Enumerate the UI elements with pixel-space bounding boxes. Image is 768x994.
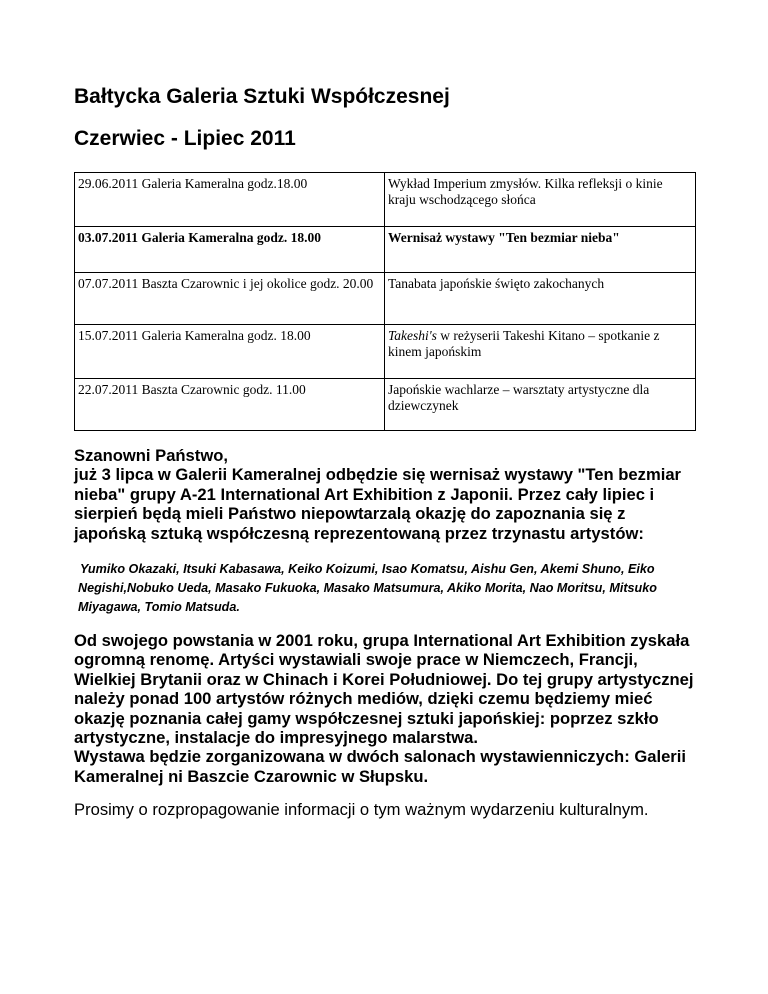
event-description: Wykład Imperium zmysłów. Kilka refleksji o kinie kraju wschodzącego słońca xyxy=(385,173,696,227)
event-date-place: 29.06.2011 Galeria Kameralna godz.18.00 xyxy=(75,173,385,227)
table-row xyxy=(75,273,696,325)
artists-list: Yumiko Okazaki, Itsuki Kabasawa, Keiko Koizumi, Isao Komatsu, Aishu Gen, Akemi Shuno, Eiko Negishi,Nobuko Ueda, Masako Fukuoka, Masako Matsumura, Akiko Morita, Nao Moritsu, Mitsuko Miyagawa, Tomio Matsuda. xyxy=(78,562,657,615)
table-row xyxy=(75,173,696,227)
document-page xyxy=(74,84,696,826)
venue-paragraph: Wystawa będzie zorganizowana w dwóch salonach wystawienniczych: Galerii Kameralnej ni Baszcie Czarownic w Słupsku. xyxy=(74,747,686,786)
intro-section xyxy=(74,446,696,543)
event-description xyxy=(385,325,696,379)
events-table xyxy=(74,172,696,431)
history-paragraph: Od swojego powstania w 2001 roku, grupa International Art Exhibition zyskała ogromną renomę. Artyści wystawiali swoje prace w Niemczech, Francji, Wielkiej Brytanii oraz w Chinach i Korei Południowej. Do tej grupy artystycznej należy ponad 100 artystów różnych mediów, dzięki czemu będziemy mieć okazję poznania całej gamy współczesnej sztuki japońskiej: poprzez szkło artystyczne, instalacje do impresyjnego malarstwa. xyxy=(74,631,694,748)
event-description: Japońskie wachlarze – warsztaty artystyczne dla dziewczynek xyxy=(385,379,696,431)
event-description: Wernisaż wystawy "Ten bezmiar nieba" xyxy=(385,227,696,273)
intro-paragraph: już 3 lipca w Galerii Kameralnej odbędzie się wernisaż wystawy "Ten bezmiar nieba" grupy A-21 International Art Exhibition z Japonii. Przez cały lipiec i sierpień będą mieli Państwo niepowtarzalą okazję do zapoznania się z japońską sztuką współczesną reprezentowaną przez trzynastu artystów: xyxy=(74,465,682,543)
table-row xyxy=(75,325,696,379)
history-section xyxy=(74,631,696,786)
event-date-place: 15.07.2011 Galeria Kameralna godz. 18.00 xyxy=(75,325,385,379)
period-title: Czerwiec - Lipiec 2011 xyxy=(74,127,296,150)
table-row xyxy=(75,379,696,431)
event-description: Tanabata japońskie święto zakochanych xyxy=(385,273,696,325)
table-row xyxy=(75,227,696,273)
event-date-place: 07.07.2011 Baszta Czarownic i jej okolice godz. 20.00 xyxy=(75,273,385,325)
closing-paragraph: Prosimy o rozpropagowanie informacji o tym ważnym wydarzeniu kulturalnym. xyxy=(74,800,649,820)
event-date-place: 22.07.2011 Baszta Czarownic godz. 11.00 xyxy=(75,379,385,431)
event-description-rest: w reżyserii Takeshi Kitano – spotkanie z kinem japońskim xyxy=(388,328,660,359)
film-title: Takeshi's xyxy=(388,328,437,343)
gallery-title: Bałtycka Galeria Sztuki Współczesnej xyxy=(74,85,450,108)
event-date-place: 03.07.2011 Galeria Kameralna godz. 18.00 xyxy=(75,227,385,273)
greeting: Szanowni Państwo, xyxy=(74,446,228,465)
